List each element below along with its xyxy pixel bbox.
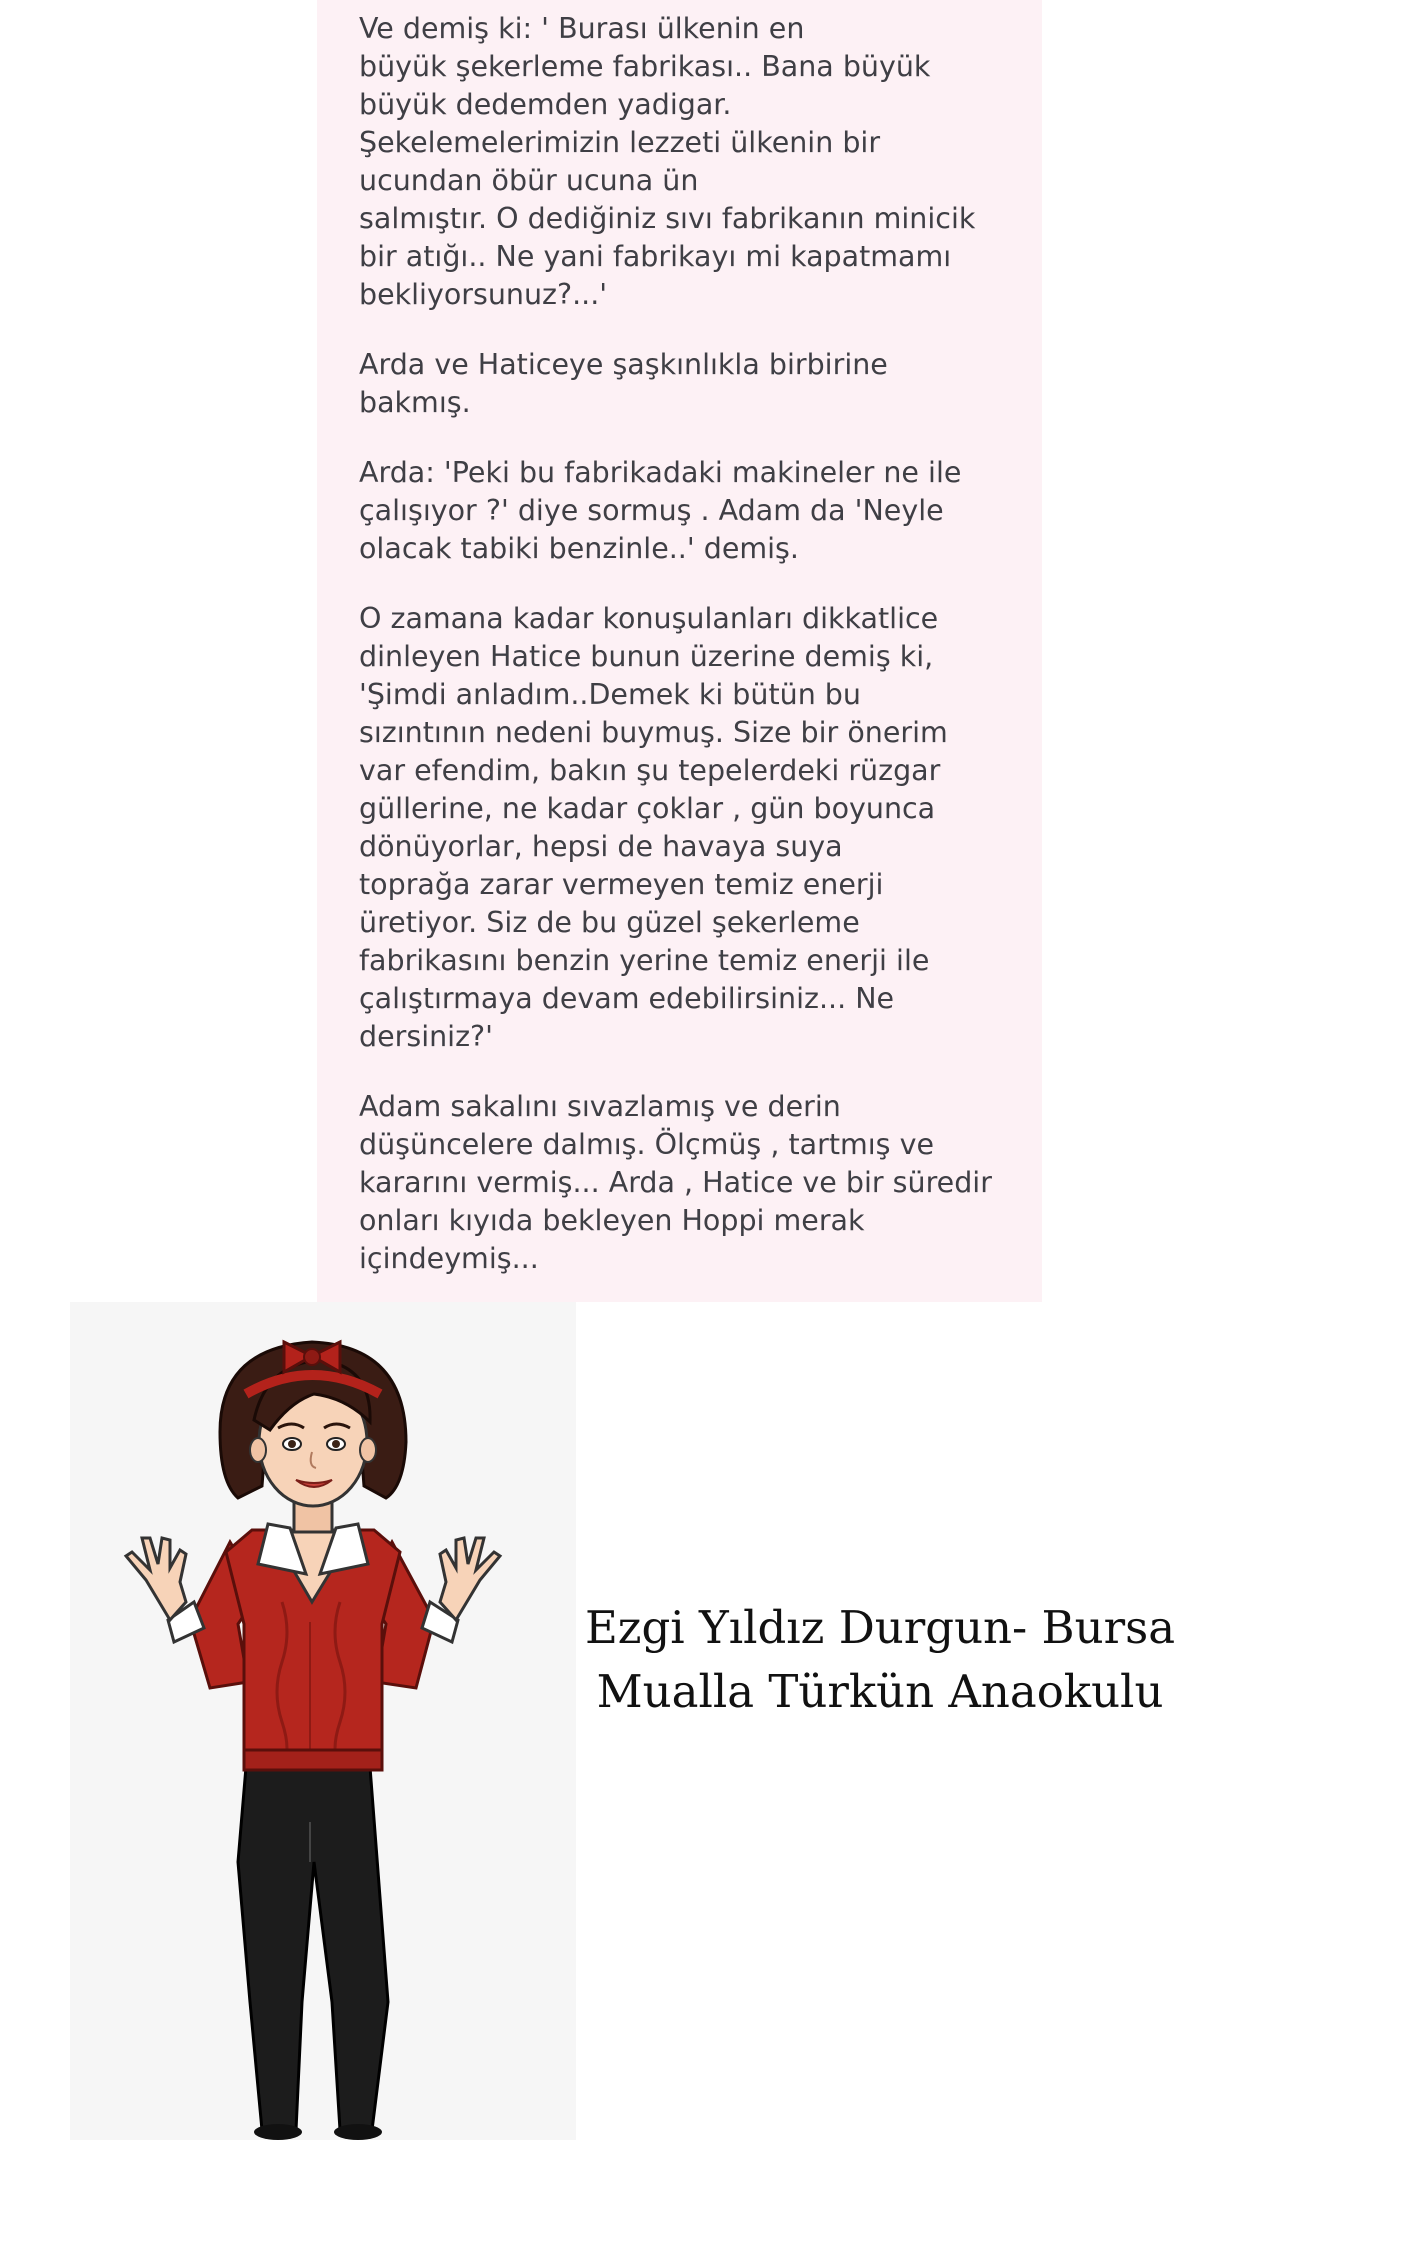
story-line: dersiniz?' bbox=[359, 1020, 494, 1053]
story-panel bbox=[317, 0, 1042, 1302]
story-line: Arda ve Haticeye şaşkınlıkla birbirine bbox=[359, 348, 888, 381]
story-line: Ve demiş ki: ' Burası ülkenin en bbox=[359, 12, 805, 45]
story-line: ucundan öbür ucuna ün bbox=[359, 164, 699, 197]
teacher-illustration-panel bbox=[70, 1302, 576, 2140]
story-line: Şekelemelerimizin lezzeti ülkenin bir bbox=[359, 126, 881, 159]
story-line: fabrikasını benzin yerine temiz enerji ile bbox=[359, 944, 930, 977]
story-line: bakmış. bbox=[359, 386, 471, 419]
story-line: bekliyorsunuz?...' bbox=[359, 278, 608, 311]
story-paragraph-4 bbox=[359, 600, 1029, 1056]
author-credit-line-2: Mualla Türkün Anaokulu bbox=[596, 1665, 1164, 1718]
story-line: toprağa zarar vermeyen temiz enerji bbox=[359, 868, 884, 901]
story-line: dönüyorlar, hepsi de havaya suya bbox=[359, 830, 843, 863]
author-credit bbox=[560, 1596, 1200, 1724]
story-line: var efendim, bakın şu tepelerdeki rüzgar bbox=[359, 754, 941, 787]
story-line: dinleyen Hatice bunun üzerine demiş ki, bbox=[359, 640, 934, 673]
story-line: bir atığı.. Ne yani fabrikayı mi kapatmamı bbox=[359, 240, 952, 273]
story-paragraph-3 bbox=[359, 454, 1029, 568]
story-line: Arda: 'Peki bu fabrikadaki makineler ne ile bbox=[359, 456, 962, 489]
story-line: salmıştır. O dediğiniz sıvı fabrikanın minicik bbox=[359, 202, 976, 235]
story-line: içindeymiş... bbox=[359, 1242, 539, 1275]
story-line: O zamana kadar konuşulanları dikkatlice bbox=[359, 602, 939, 635]
story-line: büyük şekerleme fabrikası.. Bana büyük bbox=[359, 50, 931, 83]
story-line: çalıştırmaya devam edebilirsiniz... Ne bbox=[359, 982, 895, 1015]
story-text bbox=[359, 10, 1029, 1310]
story-line: Adam sakalını sıvazlamış ve derin bbox=[359, 1090, 841, 1123]
story-paragraph-2 bbox=[359, 346, 1029, 422]
story-line: kararını vermiş... Arda , Hatice ve bir süredir bbox=[359, 1166, 992, 1199]
story-line: 'Şimdi anladım..Demek ki bütün bu bbox=[359, 678, 861, 711]
story-paragraph-5 bbox=[359, 1088, 1029, 1278]
author-credit-line-1: Ezgi Yıldız Durgun- Bursa bbox=[584, 1601, 1176, 1654]
story-line: düşüncelere dalmış. Ölçmüş , tartmış ve bbox=[359, 1128, 934, 1161]
story-line: çalışıyor ?' diye sormuş . Adam da 'Neyle bbox=[359, 494, 944, 527]
story-line: sızıntının nedeni buymuş. Size bir önerim bbox=[359, 716, 948, 749]
story-line: büyük dedemden yadigar. bbox=[359, 88, 732, 121]
story-line: üretiyor. Siz de bu güzel şekerleme bbox=[359, 906, 860, 939]
teacher-cartoon-icon bbox=[70, 1302, 576, 2140]
story-line: onları kıyıda bekleyen Hoppi merak bbox=[359, 1204, 865, 1237]
story-line: güllerine, ne kadar çoklar , gün boyunca bbox=[359, 792, 936, 825]
story-paragraph-1 bbox=[359, 10, 1029, 314]
story-line: olacak tabiki benzinle..' demiş. bbox=[359, 532, 799, 565]
